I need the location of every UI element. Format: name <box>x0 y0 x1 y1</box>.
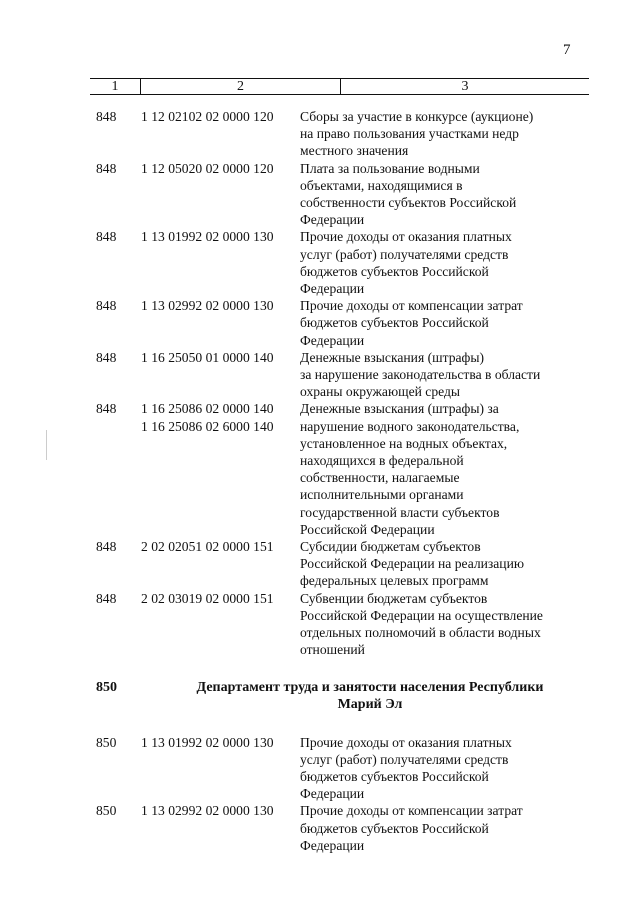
table-row <box>0 802 640 854</box>
revenue-name-line: исполнительными органами <box>300 487 464 503</box>
revenue-name <box>300 228 575 297</box>
table-row <box>0 400 640 538</box>
revenue-name <box>300 734 575 803</box>
revenue-name-line: бюджетов субъектов Российской <box>300 820 489 836</box>
revenue-name-line: Субсидии бюджетам субъектов <box>300 539 481 555</box>
revenue-name-line: бюджетов субъектов Российской <box>300 315 489 331</box>
table-row <box>0 349 640 401</box>
revenue-name-line: собственности субъектов Российской <box>300 195 517 211</box>
revenue-code-cell <box>141 802 291 819</box>
revenue-name-line: Федерации <box>300 212 365 228</box>
header-col-3: 3 <box>461 79 469 94</box>
page-number: 7 <box>563 42 571 58</box>
revenue-name-line: на право пользования участками недр <box>300 126 519 142</box>
revenue-code-cell <box>141 538 291 555</box>
revenue-name-line: нарушение водного законодательства, <box>300 418 520 434</box>
admin-code: 848 <box>96 298 117 314</box>
admin-code: 848 <box>96 109 117 124</box>
revenue-code-cell <box>141 734 291 751</box>
revenue-name-line: Федерации <box>300 332 365 348</box>
revenue-name-line: Российской Федерации на осуществление <box>300 607 543 623</box>
revenue-name-line: бюджетов субъектов Российской <box>300 263 489 279</box>
revenue-code-cell <box>141 349 291 366</box>
revenue-name <box>300 538 575 590</box>
revenue-name-line: Федерации <box>300 786 365 802</box>
revenue-name-line: Денежные взыскания (штрафы) <box>300 349 485 365</box>
revenue-name-line: Федерации <box>300 281 365 297</box>
revenue-name-line: охраны окружающей среды <box>300 384 461 400</box>
revenue-name-line: бюджетов субъектов Российской <box>300 768 489 784</box>
revenue-code: 1 12 05020 02 0000 120 <box>141 160 274 176</box>
revenue-name-line: Плата за пользование водными <box>300 160 480 176</box>
admin-code: 850 <box>96 803 117 819</box>
revenue-code: 2 02 03019 02 0000 151 <box>141 590 274 606</box>
revenue-name-line: Прочие доходы от компенсации затрат <box>300 803 523 819</box>
revenue-code: 1 13 01992 02 0000 130 <box>141 229 274 245</box>
revenue-name <box>300 802 575 854</box>
revenue-name-line: Российской Федерации на реализацию <box>300 556 525 572</box>
revenue-name-line: отдельных полномочий в области водных <box>300 625 541 641</box>
table-row <box>0 538 640 590</box>
table-body <box>0 108 640 854</box>
revenue-code-cell <box>141 108 291 125</box>
revenue-code: 1 16 25086 02 0000 140 <box>141 401 274 417</box>
admin-code: 848 <box>96 349 117 365</box>
revenue-name-line: Прочие доходы от оказания платных <box>300 734 512 750</box>
revenue-code-cell <box>141 590 291 607</box>
revenue-name <box>300 297 575 349</box>
admin-code: 848 <box>96 160 117 176</box>
revenue-code: 1 12 02102 02 0000 120 <box>141 109 274 124</box>
revenue-name-line: услуг (работ) получателями средств <box>300 751 509 767</box>
department-row <box>0 679 640 714</box>
rows-group-848 <box>0 108 640 659</box>
revenue-name-line: установленное на водных объектах, <box>300 435 508 451</box>
revenue-name-line: местного значения <box>300 143 409 159</box>
admin-code: 848 <box>96 539 117 555</box>
revenue-name <box>300 160 575 229</box>
revenue-name-line: Сборы за участие в конкурсе (аукционе) <box>300 109 534 124</box>
margin-mark <box>46 430 47 460</box>
revenue-code-cell <box>141 160 291 177</box>
revenue-code: 1 13 02992 02 0000 130 <box>141 298 274 314</box>
revenue-name-line: услуг (работ) получателями средств <box>300 246 509 262</box>
rows-group-850 <box>0 734 640 854</box>
table-row <box>0 734 640 803</box>
revenue-name-line: объектами, находящимися в <box>300 177 463 193</box>
revenue-code-cell <box>141 228 291 245</box>
revenue-name-line: находящихся в федеральной <box>300 453 464 469</box>
revenue-name-line: Прочие доходы от компенсации затрат <box>300 298 523 314</box>
department-title-line-1: Департамент труда и занятости населения Республики <box>196 679 544 695</box>
revenue-name-line: Прочие доходы от оказания платных <box>300 229 512 245</box>
revenue-name-line: Денежные взыскания (штрафы) за <box>300 401 499 417</box>
revenue-name-line: федеральных целевых программ <box>300 573 489 589</box>
table-header <box>90 78 589 95</box>
admin-code: 848 <box>96 401 117 417</box>
revenue-name-line: Субвенции бюджетам субъектов <box>300 590 488 606</box>
header-col-2: 2 <box>141 79 341 94</box>
table-row <box>0 590 640 659</box>
table-row <box>0 228 640 297</box>
admin-code: 850 <box>96 734 117 750</box>
department-admin-code: 850 <box>96 679 117 695</box>
revenue-name-line: собственности, налагаемые <box>300 470 460 486</box>
table-row <box>0 108 640 160</box>
revenue-name <box>300 400 575 538</box>
revenue-name-line: Российской Федерации <box>300 521 435 537</box>
revenue-name <box>300 590 575 659</box>
revenue-code: 2 02 02051 02 0000 151 <box>141 539 274 555</box>
department-title <box>160 679 580 714</box>
revenue-code-cell <box>141 297 291 314</box>
revenue-code: 1 16 25050 01 0000 140 <box>141 349 274 365</box>
revenue-name-line: отношений <box>300 642 365 658</box>
admin-code: 848 <box>96 229 117 245</box>
revenue-name-line: за нарушение законодательства в области <box>300 367 541 383</box>
revenue-name-line: Федерации <box>300 837 365 853</box>
revenue-name <box>300 108 575 160</box>
header-col-1: 1 <box>90 79 141 94</box>
revenue-code: 1 13 02992 02 0000 130 <box>141 803 274 819</box>
revenue-code-cell <box>141 400 291 434</box>
revenue-code: 1 16 25086 02 6000 140 <box>141 418 274 434</box>
revenue-name <box>300 349 575 401</box>
table-row <box>0 160 640 229</box>
admin-code: 848 <box>96 590 117 606</box>
table-row <box>0 297 640 349</box>
department-title-line-2: Марий Эл <box>337 697 403 712</box>
revenue-name-line: государственной власти субъектов <box>300 504 500 520</box>
revenue-code: 1 13 01992 02 0000 130 <box>141 734 274 750</box>
